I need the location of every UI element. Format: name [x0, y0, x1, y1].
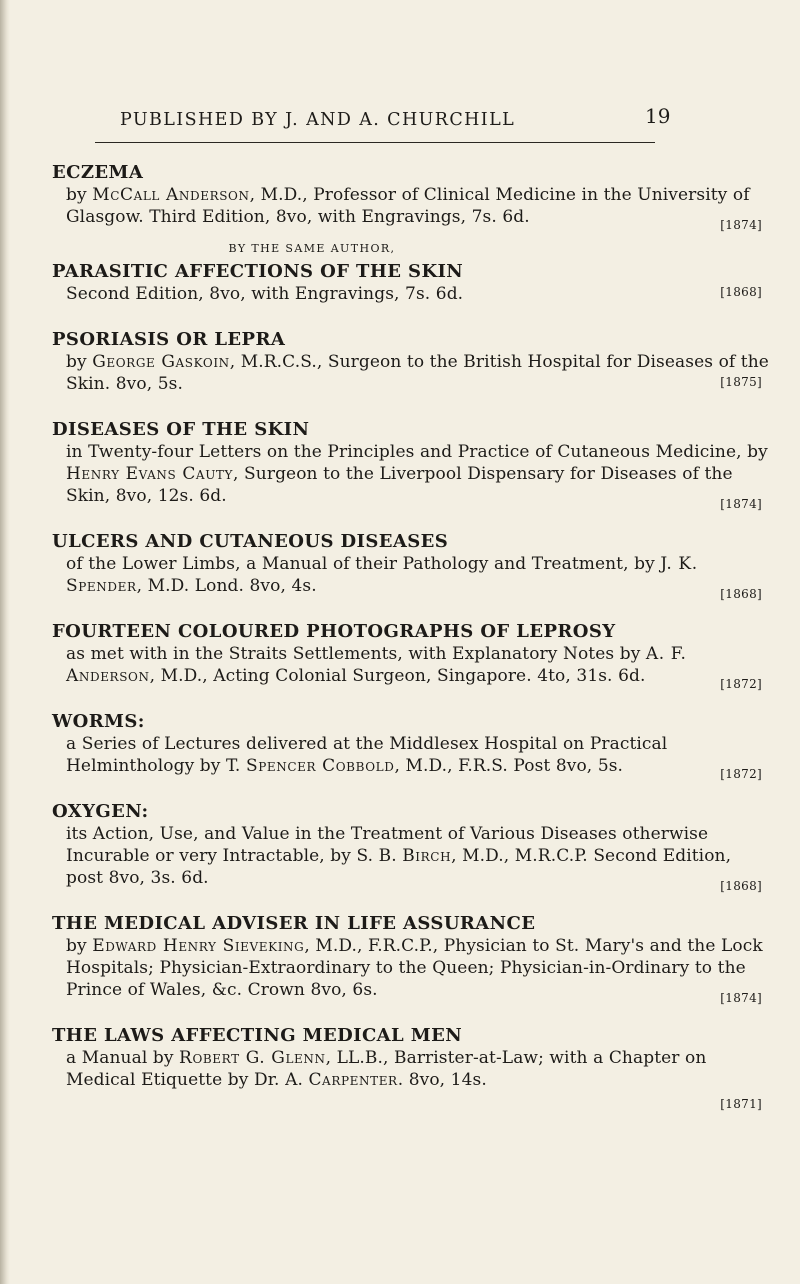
- entry-author: Birch: [402, 846, 452, 866]
- entry-text: , M.D., Professor of Clinical Medicine in the University of Glasgow. Third Edition, 8vo, with Engravings, 7s. 6d.: [66, 185, 750, 227]
- entry-description: [52, 441, 772, 507]
- catalogue-entry: [52, 913, 772, 1005]
- entry-text: . 8vo, 14s.: [397, 1070, 487, 1090]
- entry-text: a Manual by: [66, 1048, 180, 1068]
- entry-author: McCall Anderson: [92, 185, 250, 205]
- entry-year: [1874]: [720, 218, 762, 232]
- entry-description: [52, 733, 772, 777]
- entry-text: in Twenty-four Letters on the Principles and Practice of Cutaneous Medicine, by: [66, 442, 768, 462]
- entry-title: DISEASES OF THE SKIN: [52, 419, 310, 440]
- entry-title: ULCERS AND CUTANEOUS DISEASES: [52, 531, 449, 552]
- entry-text: of the Lower Limbs, a Manual of their Pathology and Treatment, by: [66, 554, 661, 574]
- entry-text: , Surgeon to the Liverpool Dispensary for Diseases of the Skin, 8vo, 12s. 6d.: [66, 464, 733, 506]
- entry-title: THE MEDICAL ADVISER IN LIFE ASSURANCE: [52, 913, 536, 934]
- entry-title: PSORIASIS OR LEPRA: [52, 329, 286, 350]
- entry-year: [1872]: [720, 767, 762, 781]
- entry-year: [1868]: [720, 879, 762, 893]
- catalogue-entry: [52, 261, 772, 305]
- entry-title: FOURTEEN COLOURED PHOTOGRAPHS OF LEPROSY: [52, 621, 616, 642]
- catalogue-entry: [52, 711, 772, 781]
- entry-year: [1874]: [720, 497, 762, 511]
- entry-author: Henry Evans Cauty: [66, 464, 234, 484]
- page-edge-shadow: [0, 0, 10, 1284]
- entry-title: OXYGEN:: [52, 801, 149, 822]
- entry-text: a Series of Lectures delivered at the Middlesex Hospital on Practical Helminthology by T.: [66, 734, 668, 776]
- entry-author: Robert G. Glenn: [179, 1048, 326, 1068]
- catalogue-entry: [52, 329, 772, 395]
- entry-text: , M.D. Lond. 8vo, 4s.: [136, 576, 317, 596]
- entry-author: George Gaskoin: [92, 352, 230, 372]
- entry-title: WORMS:: [52, 711, 145, 732]
- entry-text: by: [66, 936, 93, 956]
- catalogue-entry: [52, 621, 772, 691]
- entry-author: Carpenter: [308, 1070, 398, 1090]
- entry-title: ECZEMA: [52, 162, 144, 183]
- entry-year: [1871]: [720, 1097, 762, 1111]
- entry-text: by: [66, 185, 93, 205]
- entry-text: , M.D., M.R.C.P. Second Edition, post 8vo, 3s. 6d.: [66, 846, 732, 888]
- entry-author: Edward Henry Sieveking: [92, 936, 305, 956]
- entry-description: [52, 935, 772, 1001]
- catalogue-entry: [52, 419, 772, 511]
- entry-year: [1874]: [720, 991, 762, 1005]
- entry-description: [52, 553, 772, 597]
- same-author-note: BY THE SAME AUTHOR,: [228, 242, 396, 255]
- entry-text: Second Edition, 8vo, with Engravings, 7s. 6d.: [66, 284, 464, 304]
- entry-description: [52, 283, 772, 305]
- entry-text: its Action, Use, and Value in the Treatment of Various Diseases otherwise Incurable or very Intractable, by S. B.: [66, 824, 709, 866]
- entry-title: THE LAWS AFFECTING MEDICAL MEN: [52, 1025, 463, 1046]
- entry-description: [52, 643, 772, 687]
- page-number: 19: [645, 104, 671, 128]
- entry-year: [1868]: [720, 285, 762, 299]
- entry-author: J. K. Spender: [66, 554, 698, 596]
- entry-author: Spencer Cobbold: [245, 756, 395, 776]
- catalogue-entry: [52, 531, 772, 601]
- catalogue-entry: [52, 162, 772, 232]
- running-header: PUBLISHED BY J. AND A. CHURCHILL: [120, 110, 516, 130]
- entry-description: [52, 823, 772, 889]
- entry-author: A. F. Anderson: [66, 644, 687, 686]
- catalogue-entry: [52, 1025, 772, 1111]
- catalogue-entry: [52, 801, 772, 893]
- entry-text: , M.R.C.S., Surgeon to the British Hospital for Diseases of the Skin. 8vo, 5s.: [66, 352, 769, 394]
- entry-text: as met with in the Straits Settlements, with Explanatory Notes by: [66, 644, 646, 664]
- entry-year: [1875]: [720, 375, 762, 389]
- entry-text: by: [66, 352, 93, 372]
- entry-text: , LL.B., Barrister-at-Law; with a Chapter on Medical Etiquette by Dr. A.: [66, 1048, 707, 1090]
- entry-year: [1868]: [720, 587, 762, 601]
- entry-description: [52, 1047, 772, 1091]
- entry-text: , M.D., F.R.C.P., Physician to St. Mary's and the Lock Hospitals; Physician-Extraordinary to the Queen; Physician-in-Ordinary to the Prince of Wales, &c. Crown 8vo, 6s.: [66, 936, 763, 1000]
- header-rule: [95, 142, 655, 143]
- entry-year: [1872]: [720, 677, 762, 691]
- entry-text: , M.D., Acting Colonial Surgeon, Singapore. 4to, 31s. 6d.: [149, 666, 646, 686]
- entry-title: PARASITIC AFFECTIONS OF THE SKIN: [52, 261, 464, 282]
- catalogue-entries: [52, 162, 772, 1131]
- entry-text: , M.D., F.R.S. Post 8vo, 5s.: [394, 756, 624, 776]
- entry-description: [52, 184, 772, 228]
- entry-description: [52, 351, 772, 395]
